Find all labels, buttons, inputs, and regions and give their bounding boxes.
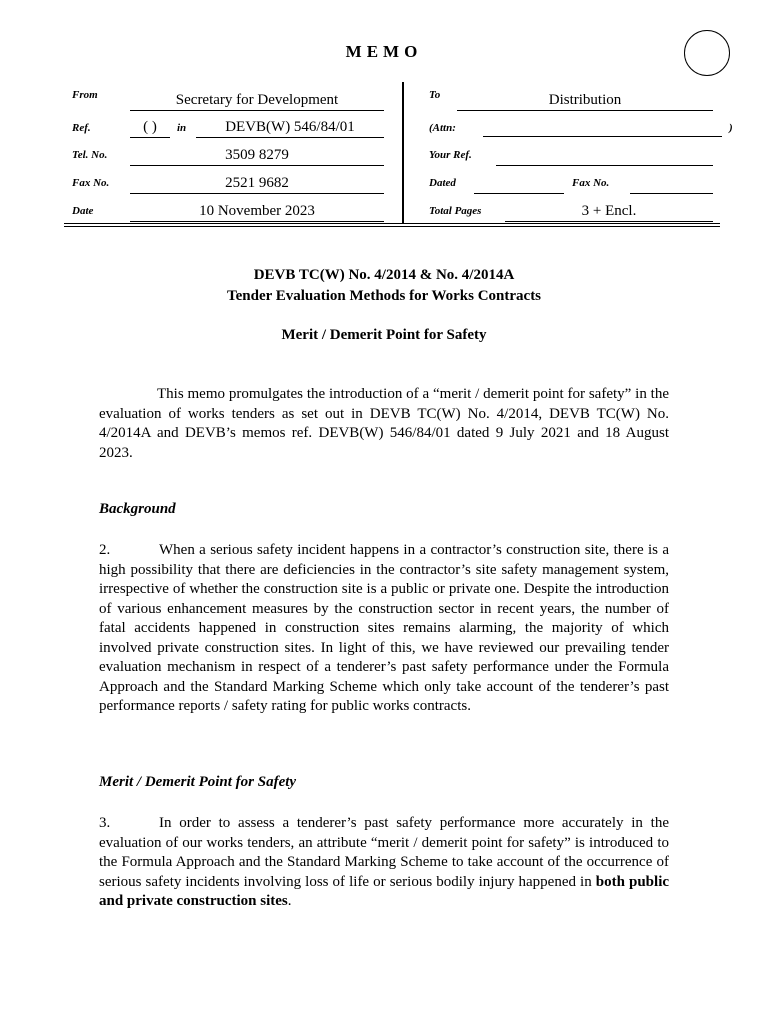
paragraph-3-bold: both public and private construction sites (99, 873, 670, 909)
tel-label: Tel. No. (72, 149, 108, 161)
header-rule-bottom (64, 226, 720, 227)
date-value: 10 November 2023 (199, 203, 315, 219)
header-divider (402, 82, 404, 224)
paragraph-2-number: 2. (99, 542, 111, 558)
subject-heading: Tender Evaluation Methods for Works Contracts (226, 288, 542, 304)
paragraph-1-text: This memo promulgates the introduction of a “merit / demerit point for safety” in the evaluation of works tenders as set out in DEVB TC(W) No. 4/2014, DEVB TC(W) No. 4/2014A and DEVB’s memos ref. DEVB(W) 546/84/01 dated 9 July 2021 and 18 August 2023. (99, 386, 669, 461)
ref-value: DEVB(W) 546/84/01 (225, 119, 355, 135)
to-value: Distribution (548, 92, 622, 108)
ref-label: Ref. (72, 122, 91, 134)
paragraph-3-number: 3. (99, 815, 111, 831)
from-value: Secretary for Development (175, 92, 339, 108)
ref-in-label: in (177, 122, 187, 134)
totalpages-label: Total Pages (429, 205, 482, 217)
circular-heading: DEVB TC(W) No. 4/2014 & No. 4/2014A (253, 267, 515, 283)
totalpages-value: 3 + Encl. (581, 203, 637, 219)
background-subheading: Background (99, 501, 176, 517)
tel-underline (130, 165, 384, 166)
yourref-underline (496, 165, 713, 166)
merit-subheading: Merit / Demerit Point for Safety (99, 774, 297, 790)
to-label: To (429, 89, 441, 101)
from-underline (130, 110, 384, 111)
dated-underline (474, 193, 564, 194)
fax2-label: Fax No. (572, 177, 610, 189)
topic-heading: Merit / Demerit Point for Safety (281, 327, 487, 343)
paragraph-1 (99, 385, 669, 463)
header-rule-top (64, 223, 720, 224)
stamp-circle (684, 30, 730, 76)
memo-title: MEMO (345, 42, 423, 61)
to-underline (457, 110, 713, 111)
fax-underline (130, 193, 384, 194)
tel-value: 3509 8279 (225, 147, 289, 163)
ref-paren-underline (130, 137, 170, 138)
paragraph-3-end: . (287, 893, 292, 909)
totalpages-underline (505, 221, 713, 222)
attn-underline (483, 136, 722, 137)
paragraph-2-text: When a serious safety incident happens in a contractor’s construction site, there is a high possibility that there are deficiencies in the contractor’s site safety management system, irrespective of whether the construction site is a public or private one. Despite the introduction of various enhancement measures by the construction sector in recent years, the number of fatal accidents happened in construction sites remains alarming, the majority of which involved private construction sites. In light of this, we have reviewed our prevailing tender evaluation mechanism in respect of a tenderer’s past safety performance under the Formula Approach and the Standard Marking Scheme which only take account of the tenderer’s past performance reports / safety rating for public works contracts. (99, 542, 669, 714)
date-underline (130, 221, 384, 222)
from-label: From (72, 89, 98, 101)
ref-paren: ( ) (143, 119, 157, 135)
attn-close: ) (729, 122, 733, 134)
attn-label: (Attn: (429, 122, 456, 134)
date-label: Date (72, 205, 94, 217)
yourref-label: Your Ref. (429, 149, 472, 161)
fax-label: Fax No. (72, 177, 110, 189)
paragraph-3-text: In order to assess a tenderer’s past safety performance more accurately in the evaluation of our works tenders, an attribute “merit / demerit point for safety” is introduced to the Formula Approach and the Standard Marking Scheme to take account of the occurrence of serious safety incidents involving loss of life or serious bodily injury happened in (99, 815, 669, 890)
fax-value: 2521 9682 (225, 175, 289, 191)
paragraph-3 (99, 814, 669, 912)
ref-underline (196, 137, 384, 138)
dated-label: Dated (429, 177, 456, 189)
fax2-underline (630, 193, 713, 194)
paragraph-2 (99, 541, 669, 717)
